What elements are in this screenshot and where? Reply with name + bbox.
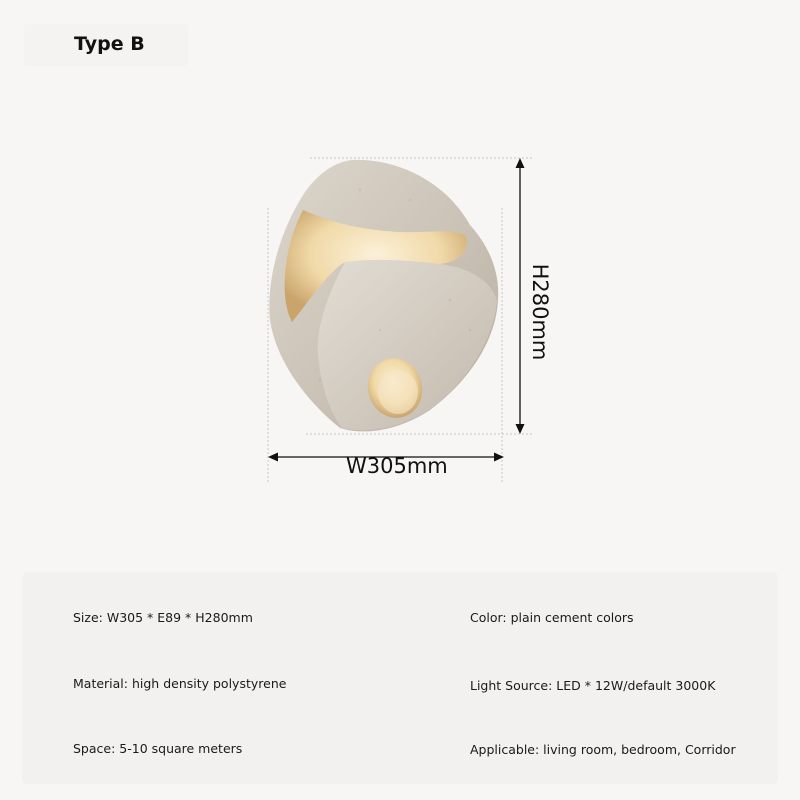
- height-dimension-label: H280mm: [528, 263, 552, 361]
- spec-material: Material: high density polystyrene: [73, 676, 287, 691]
- type-badge: [24, 24, 188, 66]
- spec-light-source: Light Source: LED * 12W/default 3000K: [470, 678, 716, 693]
- type-label: Type B: [74, 33, 145, 55]
- lamp-image: [269, 160, 498, 432]
- spec-size: Size: W305 * E89 * H280mm: [73, 610, 253, 625]
- spec-applicable: Applicable: living room, bedroom, Corridor: [470, 742, 736, 757]
- spec-color: Color: plain cement colors: [470, 610, 634, 625]
- lamp-dimension-diagram: [260, 150, 550, 490]
- spec-space: Space: 5-10 square meters: [73, 741, 243, 756]
- width-dimension-label: W305mm: [346, 454, 448, 478]
- height-arrow: [516, 158, 525, 434]
